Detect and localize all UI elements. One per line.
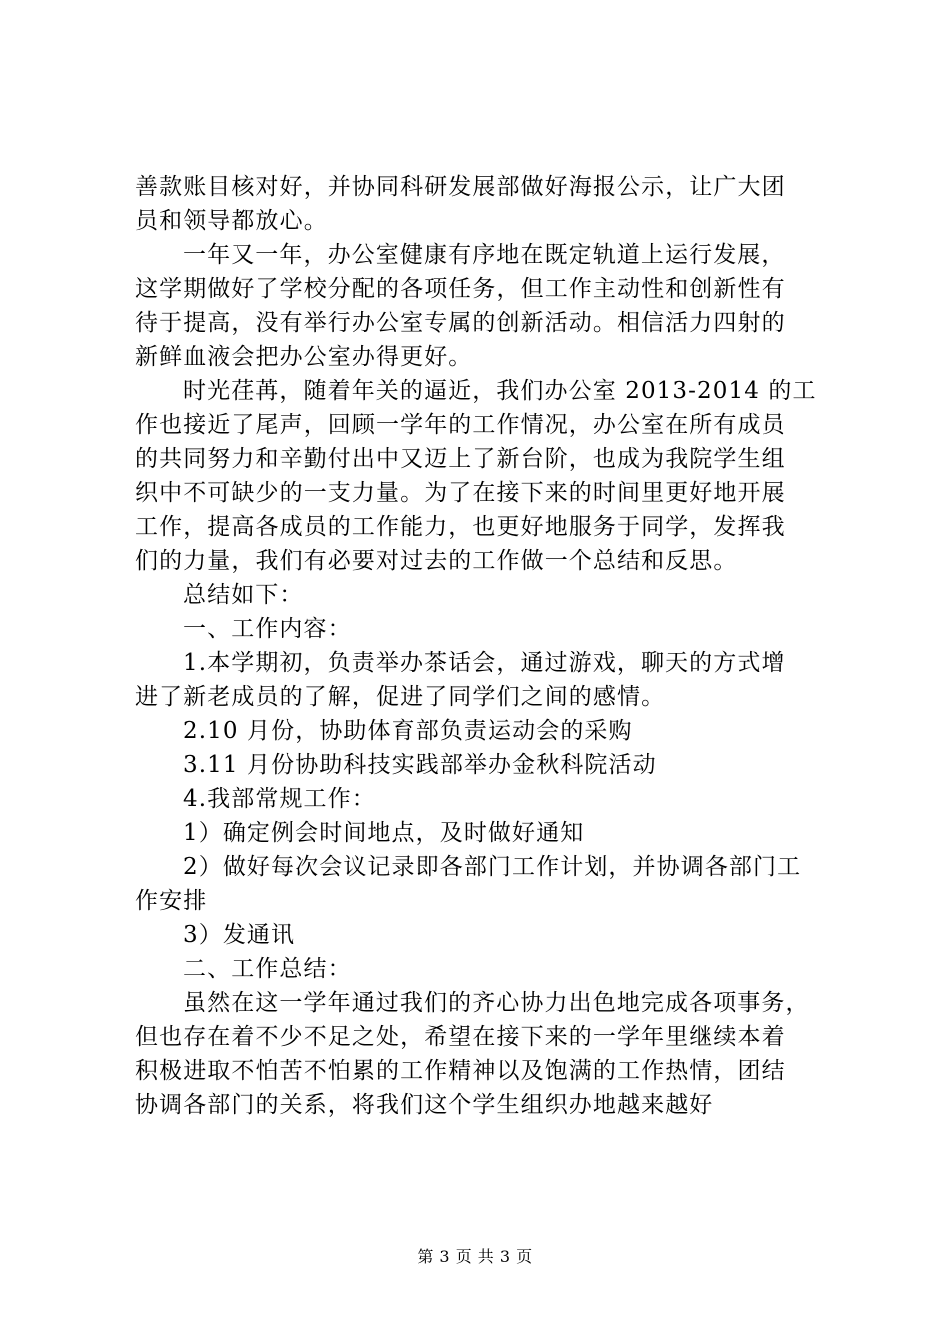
text-line: 进了新老成员的了解，促进了同学们之间的感情。 xyxy=(135,684,666,710)
text-line: 时光荏苒，随着年关的逼近，我们办公室 2013-2014 的工 xyxy=(183,378,817,404)
text-line: 一、工作内容： xyxy=(183,616,352,642)
text-line: 织中不可缺少的一支力量。为了在接下来的时间里更好地开展 xyxy=(135,480,786,506)
text-line: 员和领导都放心。 xyxy=(135,208,328,234)
text-line: 1）确定例会时间地点，及时做好通知 xyxy=(183,820,585,846)
text-line: 但也存在着不少不足之处，希望在接下来的一学年里继续本着 xyxy=(135,1024,786,1050)
text-line: 积极进取不怕苦不怕累的工作精神以及饱满的工作热情，团结 xyxy=(135,1058,786,1084)
text-line: 工作，提高各成员的工作能力，也更好地服务于同学，发挥我 xyxy=(135,514,786,540)
text-line: 待于提高，没有举行办公室专属的创新活动。相信活力四射的 xyxy=(135,310,786,336)
text-line: 们的力量，我们有必要对过去的工作做一个总结和反思。 xyxy=(135,548,738,574)
text-line: 的共同努力和辛勤付出中又迈上了新台阶，也成为我院学生组 xyxy=(135,446,786,472)
document-body xyxy=(135,170,835,1122)
text-line: 一年又一年，办公室健康有序地在既定轨道上运行发展， xyxy=(183,242,786,268)
text-line: 总结如下： xyxy=(183,582,304,608)
text-line: 新鲜血液会把办公室办得更好。 xyxy=(135,344,473,370)
text-line: 作安排 xyxy=(135,888,208,914)
text-line: 协调各部门的关系，将我们这个学生组织办地越来越好 xyxy=(135,1092,714,1118)
text-line: 3.11 月份协助科技实践部举办金秋科院活动 xyxy=(183,752,657,778)
text-line: 作也接近了尾声，回顾一学年的工作情况，办公室在所有成员 xyxy=(135,412,786,438)
text-line: 2.10 月份，协助体育部负责运动会的采购 xyxy=(183,718,633,744)
text-line: 二、工作总结： xyxy=(183,956,352,982)
text-line: 2）做好每次会议记录即各部门工作计划，并协调各部门工 xyxy=(183,854,802,880)
text-line: 3）发通讯 xyxy=(183,922,296,948)
text-line: 1.本学期初，负责举办茶话会，通过游戏，聊天的方式增 xyxy=(183,650,786,676)
page-number-footer: 第 3 页 共 3 页 xyxy=(417,1247,533,1266)
text-line: 善款账目核对好，并协同科研发展部做好海报公示，让广大团 xyxy=(135,174,786,200)
text-line: 这学期做好了学校分配的各项任务，但工作主动性和创新性有 xyxy=(135,276,786,302)
text-line: 4.我部常规工作： xyxy=(183,786,376,812)
text-line: 虽然在这一学年通过我们的齐心协力出色地完成各项事务， xyxy=(183,990,810,1016)
